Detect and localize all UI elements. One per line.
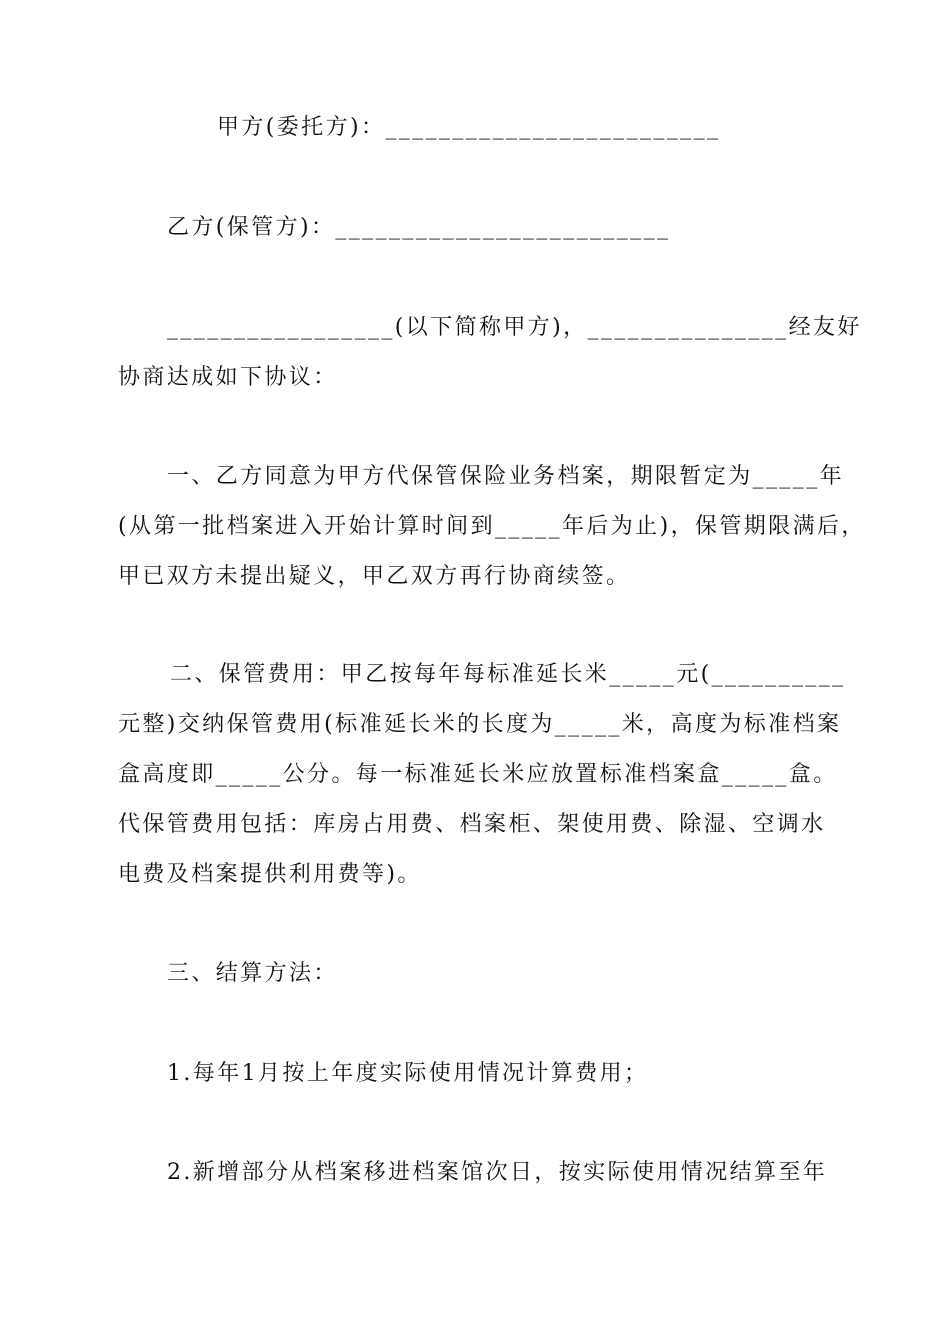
clause-2-line-1: 二、保管费用：甲乙按每年每标准延长米_____元(__________ (170, 662, 846, 687)
intro-line-2: 协商达成如下协议： (118, 365, 338, 390)
intro-line-1: _________________(以下简称甲方)，_______________经友好 (167, 315, 862, 340)
clause-2-line-2: 元整)交纳保管费用(标准延长米的长度为_____米，高度为标准档案 (118, 712, 842, 737)
clause-3-heading: 三、结算方法： (167, 961, 338, 986)
clause-2-line-3: 盒高度即_____公分。每一标准延长米应放置标准档案盒_____盒。 (118, 762, 838, 787)
clause-1-line-2: (从第一批档案进入开始计算时间到_____年后为止)，保管期限满后， (118, 514, 866, 539)
clause-2-line-4: 代保管费用包括：库房占用费、档案柜、架使用费、除湿、空调水 (118, 812, 826, 837)
clause-1-line-1: 一、乙方同意为甲方代保管保险业务档案，期限暂定为_____年 (167, 464, 845, 489)
party-a-line: 甲方(委托方)：_________________________ (217, 115, 721, 140)
clause-3-item-1: 1.每年1月按上年度实际使用情况计算费用； (167, 1061, 649, 1086)
clause-3-item-2: 2.新增部分从档案移进档案馆次日，按实际使用情况结算至年 (167, 1160, 828, 1185)
clause-2-line-5: 电费及档案提供利用费等)。 (118, 862, 422, 887)
clause-1-line-3: 甲已双方未提出疑义，甲乙双方再行协商续签。 (118, 564, 631, 589)
party-b-line: 乙方(保管方)：_________________________ (167, 215, 671, 240)
